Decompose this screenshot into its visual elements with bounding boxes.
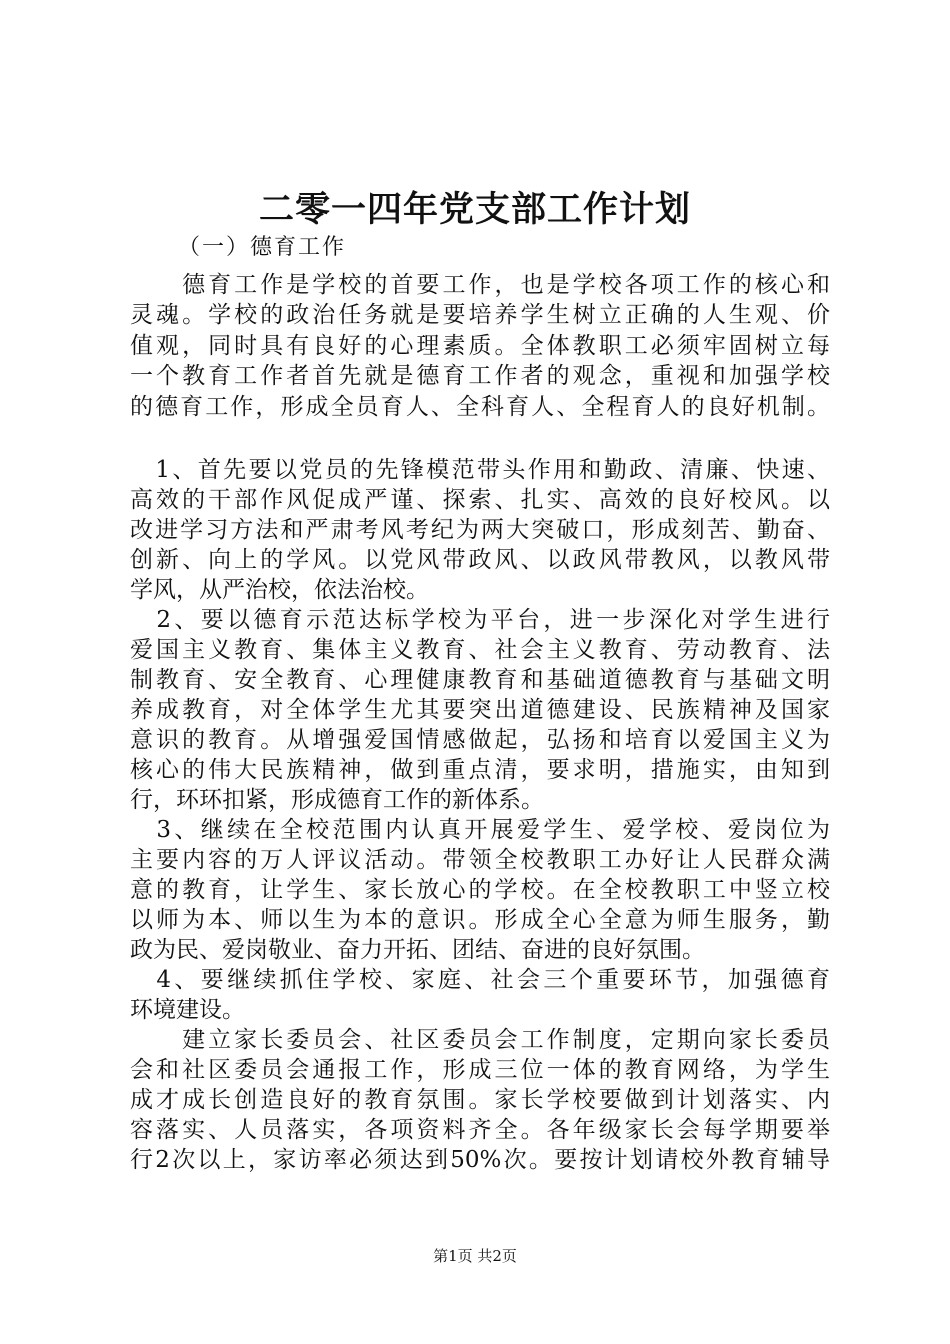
paragraph-line: 德育工作是学校的首要工作，也是学校各项工作的核心和 [130, 272, 830, 298]
paragraph-line: 1、首先要以党员的先锋模范带头作用和勤政、清廉、快速、 [130, 457, 830, 483]
paragraph-line: 行2次以上，家访率必须达到50%次。要按计划请校外教育辅导 [130, 1147, 830, 1173]
paragraph-line: 制教育、安全教育、心理健康教育和基础道德教育与基础文明 [130, 667, 830, 693]
paragraph-line: 改进学习方法和严肃考风考纪为两大突破口，形成刻苦、勤奋、 [130, 517, 830, 543]
paragraph-line: 以师为本、师以生为本的意识。形成全心全意为师生服务，勤 [130, 907, 830, 933]
paragraph-line: 会和社区委员会通报工作，形成三位一体的教育网络，为学生 [130, 1057, 830, 1083]
paragraph-line: 容落实、人员落实，各项资料齐全。各年级家长会每学期要举 [130, 1117, 830, 1143]
paragraph-line: 主要内容的万人评议活动。带领全校教职工办好让人民群众满 [130, 847, 830, 873]
paragraph-line: 一个教育工作者首先就是德育工作者的观念，重视和加强学校 [130, 363, 830, 389]
paragraph-line: 行，环环扣紧，形成德育工作的新体系。 [130, 787, 544, 813]
paragraph-line: 4、要继续抓住学校、家庭、社会三个重要环节，加强德育 [130, 967, 830, 993]
paragraph-line: 养成教育，对全体学生尤其要突出道德建设、民族精神及国家 [130, 697, 830, 723]
paragraph-line: 意识的教育。从增强爱国情感做起，弘扬和培育以爱国主义为 [130, 727, 830, 753]
paragraph-line: 灵魂。学校的政治任务就是要培养学生树立正确的人生观、价 [130, 302, 830, 328]
page-number-footer: 第1页 共2页 [433, 1247, 517, 1265]
section-heading: （一）德育工作 [178, 235, 347, 260]
paragraph-line: 高效的干部作风促成严谨、探索、扎实、高效的良好校风。以 [130, 487, 830, 513]
paragraph-line: 创新、向上的学风。以党风带政风、以政风带教风，以教风带 [130, 547, 830, 573]
paragraph-line: 政为民、爱岗敬业、奋力开拓、团结、奋进的良好氛围。 [130, 937, 705, 963]
paragraph-line: 值观，同时具有良好的心理素质。全体教职工必须牢固树立每 [130, 333, 830, 359]
paragraph-line: 环境建设。 [130, 997, 245, 1023]
paragraph-line: 学风，从严治校，依法治校。 [130, 577, 429, 603]
paragraph-line: 核心的伟大民族精神，做到重点清，要求明，措施实，由知到 [130, 757, 830, 783]
paragraph-line: 3、继续在全校范围内认真开展爱学生、爱学校、爱岗位为 [130, 817, 830, 843]
paragraph-line: 爱国主义教育、集体主义教育、社会主义教育、劳动教育、法 [130, 637, 830, 663]
paragraph-line: 成才成长创造良好的教育氛围。家长学校要做到计划落实、内 [130, 1087, 830, 1113]
paragraph-line: 2、要以德育示范达标学校为平台，进一步深化对学生进行 [130, 607, 830, 633]
paragraph-line: 建立家长委员会、社区委员会工作制度，定期向家长委员 [130, 1027, 830, 1053]
document-title: 二零一四年党支部工作计划 [258, 189, 691, 230]
paragraph-line: 意的教育，让学生、家长放心的学校。在全校教职工中竖立校 [130, 877, 830, 903]
paragraph-line: 的德育工作，形成全员育人、全科育人、全程育人的良好机制。 [130, 394, 830, 420]
